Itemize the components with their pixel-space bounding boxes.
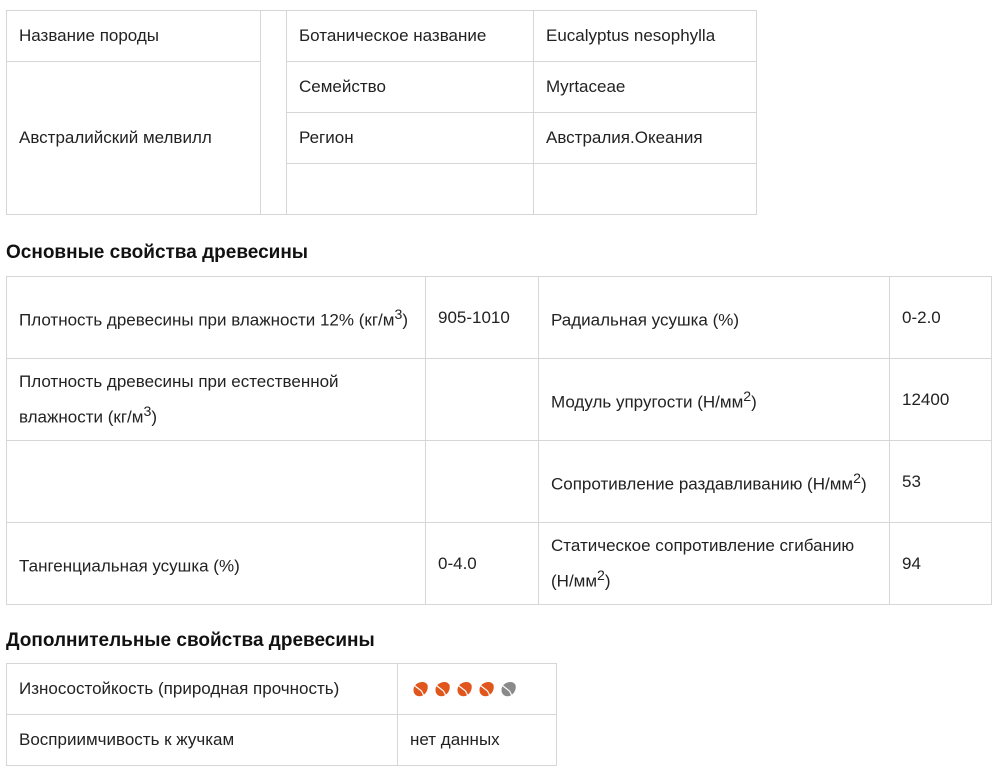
empty-cell (287, 164, 534, 215)
leaf-icon (476, 679, 497, 699)
table-row (7, 359, 992, 441)
property-label: Тангенциальная усушка (%) (7, 523, 426, 605)
spacer-cell (261, 11, 287, 215)
property-label: Радиальная усушка (%) (539, 277, 890, 359)
botanical-name-label: Ботаническое название (287, 11, 534, 62)
table-row (7, 441, 992, 523)
property-label (7, 441, 426, 523)
species-table (6, 10, 757, 215)
property-value: 94 (890, 523, 992, 605)
property-label: Статическое сопротивление сгибанию $(Н/мм^2)$ (539, 523, 890, 605)
family-value: Myrtaceae (534, 62, 757, 113)
species-name-value: Австралийский мелвилл (7, 62, 261, 215)
table-row (7, 11, 757, 62)
main-properties-table (6, 276, 992, 605)
property-value: 0-2.0 (890, 277, 992, 359)
empty-cell (534, 164, 757, 215)
property-label: Плотность древесины при естественной влажности $(кг/м^3)$ (7, 359, 426, 441)
region-label: Регион (287, 113, 534, 164)
region-value: Австралия.Океания (534, 113, 757, 164)
leaf-icon (498, 679, 519, 699)
property-value: 53 (890, 441, 992, 523)
property-label: Модуль упругости $(Н/мм^2)$ (539, 359, 890, 441)
durability-label: Износостойкость (природная прочность) (7, 664, 398, 715)
property-value (426, 359, 539, 441)
durability-rating (398, 664, 557, 715)
leaf-icon (410, 679, 431, 699)
property-value: 905-1010 (426, 277, 539, 359)
property-value (426, 441, 539, 523)
botanical-name-value: Eucalyptus nesophylla (534, 11, 757, 62)
table-row (7, 277, 992, 359)
leaf-rating (410, 679, 544, 699)
beetle-label: Восприимчивость к жучкам (7, 715, 398, 766)
table-row (7, 715, 557, 766)
leaf-icon (454, 679, 475, 699)
property-label: Сопротивление раздавливанию $(Н/мм^2)$ (539, 441, 890, 523)
table-row (7, 664, 557, 715)
property-value: 0-4.0 (426, 523, 539, 605)
extra-properties-table (6, 663, 557, 766)
species-name-label: Название породы (7, 11, 261, 62)
property-value: 12400 (890, 359, 992, 441)
main-properties-heading: Основные свойства древесины (6, 242, 309, 263)
family-label: Семейство (287, 62, 534, 113)
extra-properties-heading: Дополнительные свойства древесины (6, 630, 375, 651)
table-row (7, 62, 757, 113)
table-row (7, 523, 992, 605)
leaf-icon (432, 679, 453, 699)
beetle-value: нет данных (398, 715, 557, 766)
property-label: Плотность древесины при влажности 12% $(кг/м^3)$ (7, 277, 426, 359)
